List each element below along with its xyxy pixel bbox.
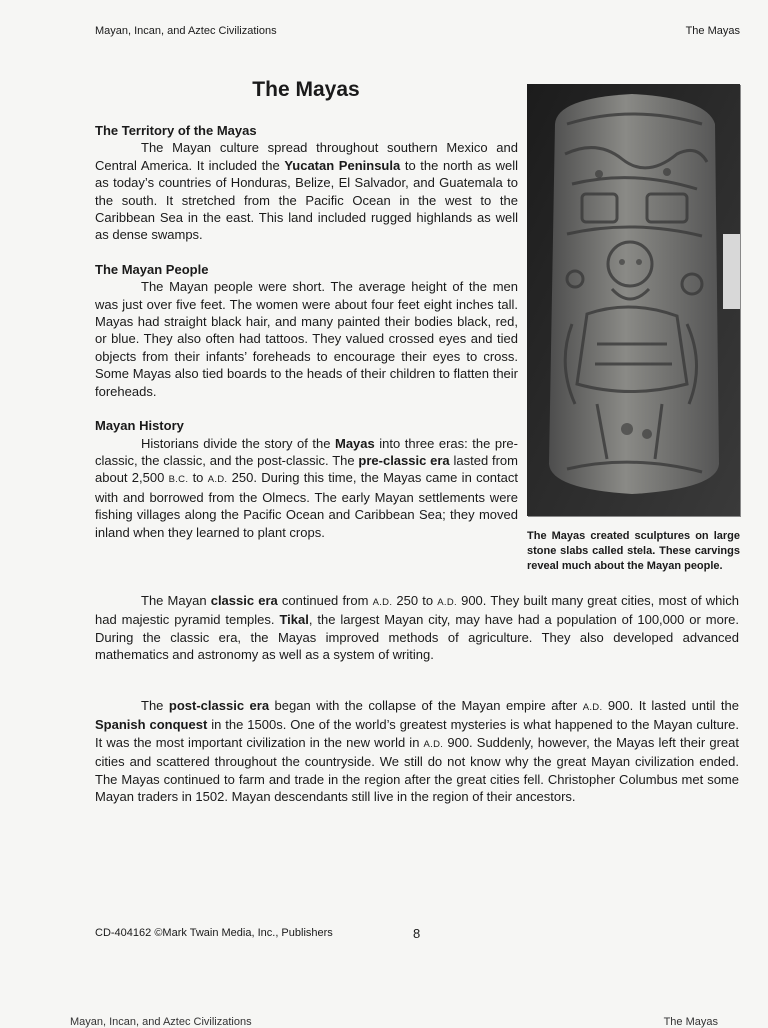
heading-people: The Mayan People	[95, 261, 209, 277]
stela-carving-image	[527, 84, 740, 516]
stela-photo	[527, 84, 740, 516]
next-header-chapter: The Mayas	[663, 1016, 718, 1028]
header-chapter: The Mayas	[685, 25, 740, 37]
running-header	[95, 25, 740, 37]
paragraph-history: Historians divide the story of the Mayas into three eras: the pre-classic, the classic, and the post-classic. The pre-classic era lasted from about 2,500 B.C. to A.D. 250. During this time, the Mayas came in contact with and borrowed from the Olmecs. The early Mayan settlements were fishing villages along the Pacific Ocean and Caribbean Sea; they moved inland when they learned to plant crops.	[95, 435, 518, 540]
figure-caption: The Mayas created sculptures on large stone slabs called stela. These carvings reveal much about the Mayan people.	[527, 530, 740, 572]
page-title: The Mayas	[252, 78, 360, 101]
paragraph-territory: The Mayan culture spread throughout southern Mexico and Central America. It included the Yucatan Peninsula to the north as well as today’s countries of Honduras, Belize, El Salvador, and Guatemala to the south. It stretched from the Pacific Ocean in the west to the Caribbean Sea in the east. This land included rugged highlands as well as dense swamps.	[95, 140, 519, 243]
paragraph-people: The Mayan people were short. The average height of the men was just over five feet. The women were about four feet eight inches tall. Mayas had straight black hair, and many painted their bodies black, red, or blue. They also often had tattoos. They valued crossed eyes and tied objects from their infants’ foreheads to encourage their eyes to cross. Some Mayas also tied boards to the heads of their children to flatten their foreheads.	[95, 279, 518, 399]
main-column	[95, 122, 518, 541]
heading-territory: The Territory of the Mayas	[95, 123, 257, 138]
header-book-title: Mayan, Incan, and Aztec Civilizations	[95, 25, 277, 37]
paragraph-post-classic-era: The post-classic era began with the collapse of the Mayan empire after A.D. 900. It lasted until the Spanish conquest in the 1500s. One of the world’s greatest mysteries is what happened to the Mayan culture. It was the most important civilization in the new world in A.D. 900. Suddenly, however, the Mayas left their great cities and scattered throughout the countryside. We still do not know why the great Mayan civilization ended. The Mayas continued to farm and trade in the region after the great cities fell. Christopher Columbus met some Mayan traders in 1502. Mayan descendants still live in the region of their ancestors.	[95, 698, 740, 805]
paragraph-classic-era: The Mayan classic era continued from A.D. 250 to A.D. 900. They built many great cities, most of which had majestic pyramid temples. Tikal, the largest Mayan city, may have had a population of 100,000 or more. During the classic era, the Mayas improved methods of agriculture. They also developed advanced mathematics and astronomy as well as a system of writing.	[95, 593, 739, 663]
footer-copyright: CD-404162 ©Mark Twain Media, Inc., Publishers	[95, 927, 333, 939]
heading-history: Mayan History	[95, 418, 184, 434]
page-number: 8	[413, 926, 421, 941]
page-footer	[95, 927, 515, 939]
next-page-header	[70, 1016, 718, 1028]
next-header-book-title: Mayan, Incan, and Aztec Civilizations	[70, 1016, 252, 1028]
